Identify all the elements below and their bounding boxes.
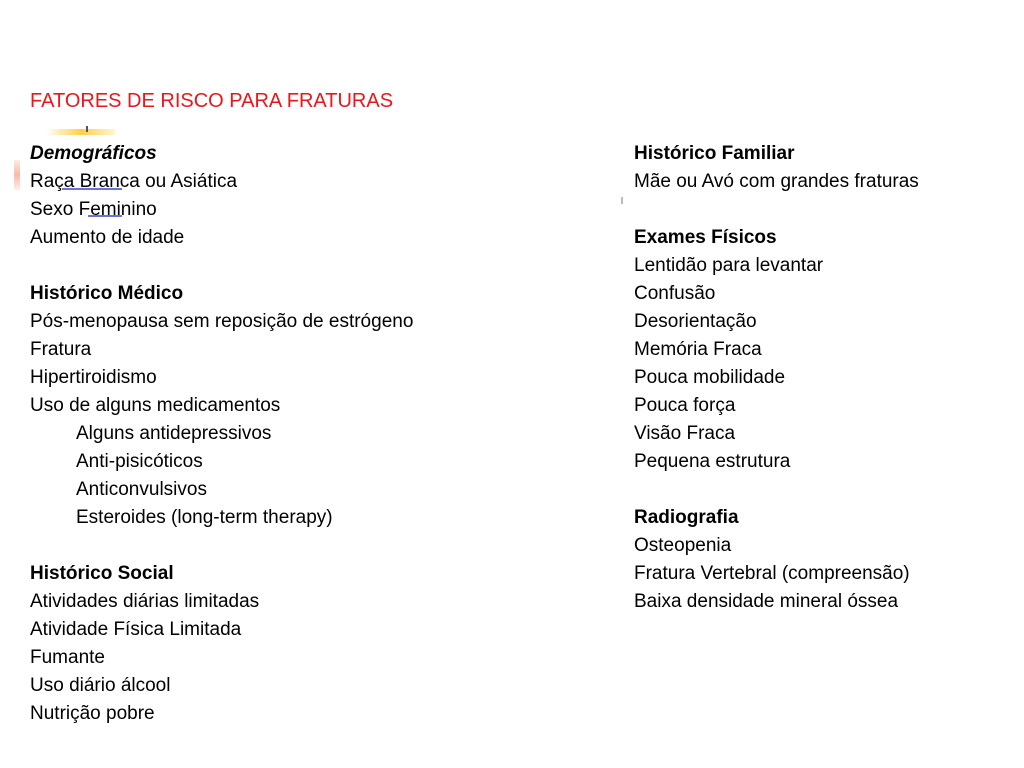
list-item: Uso de alguns medicamentos <box>30 395 281 416</box>
spacer <box>30 252 413 280</box>
left-column <box>30 140 413 728</box>
list-item: Atividades diárias limitadas <box>30 591 260 612</box>
list-item: Pequena estrutura <box>634 451 791 472</box>
list-item: Aumento de idade <box>30 227 185 248</box>
section-heading-historico-social: Histórico Social <box>30 563 174 584</box>
list-item: Hipertiroidismo <box>30 367 157 388</box>
sub-list-item: Anti-pisicóticos <box>76 451 203 472</box>
section-heading-historico-familiar: Histórico Familiar <box>634 143 795 164</box>
list-item: Atividade Física Limitada <box>30 619 242 640</box>
spacer <box>634 476 919 504</box>
list-item: Fumante <box>30 647 105 668</box>
list-item: Baixa densidade mineral óssea <box>634 591 899 612</box>
list-item: Mãe ou Avó com grandes fraturas <box>634 171 919 192</box>
list-item: Confusão <box>634 283 716 304</box>
list-item: Nutrição pobre <box>30 703 155 724</box>
list-item: Pouca mobilidade <box>634 367 786 388</box>
list-item: Fratura <box>30 339 92 360</box>
list-item: Visão Fraca <box>634 423 736 444</box>
decorative-yellow-stroke <box>46 129 116 135</box>
page-title: FATORES DE RISCO PARA FRATURAS <box>30 90 394 112</box>
list-item: Osteopenia <box>634 535 732 556</box>
right-column <box>634 140 919 616</box>
spacer <box>634 196 919 224</box>
list-item: Desorientação <box>634 311 757 332</box>
section-heading-exames-fisicos: Exames Físicos <box>634 227 777 248</box>
sub-list-item: Anticonvulsivos <box>76 479 207 500</box>
decorative-tick <box>621 197 623 204</box>
list-item: Pouca força <box>634 395 736 416</box>
sub-list-item: Alguns antidepressivos <box>76 423 272 444</box>
section-heading-radiografia: Radiografia <box>634 507 739 528</box>
decorative-orange-stroke <box>14 160 20 190</box>
list-item: Memória Fraca <box>634 339 762 360</box>
decorative-dot <box>86 126 88 132</box>
list-item: Raça Branca ou Asiática <box>30 171 238 192</box>
sub-list-item: Esteroides (long-term therapy) <box>76 507 333 528</box>
list-item: Uso diário álcool <box>30 675 171 696</box>
spacer <box>30 532 413 560</box>
list-item: Sexo Feminino <box>30 199 157 220</box>
list-item: Fratura Vertebral (compreensão) <box>634 563 910 584</box>
section-heading-historico-medico: Histórico Médico <box>30 283 184 304</box>
section-heading-demograficos: Demográficos <box>30 143 157 164</box>
list-item: Lentidão para levantar <box>634 255 824 276</box>
list-item: Pós-menopausa sem reposição de estrógeno <box>30 311 414 332</box>
